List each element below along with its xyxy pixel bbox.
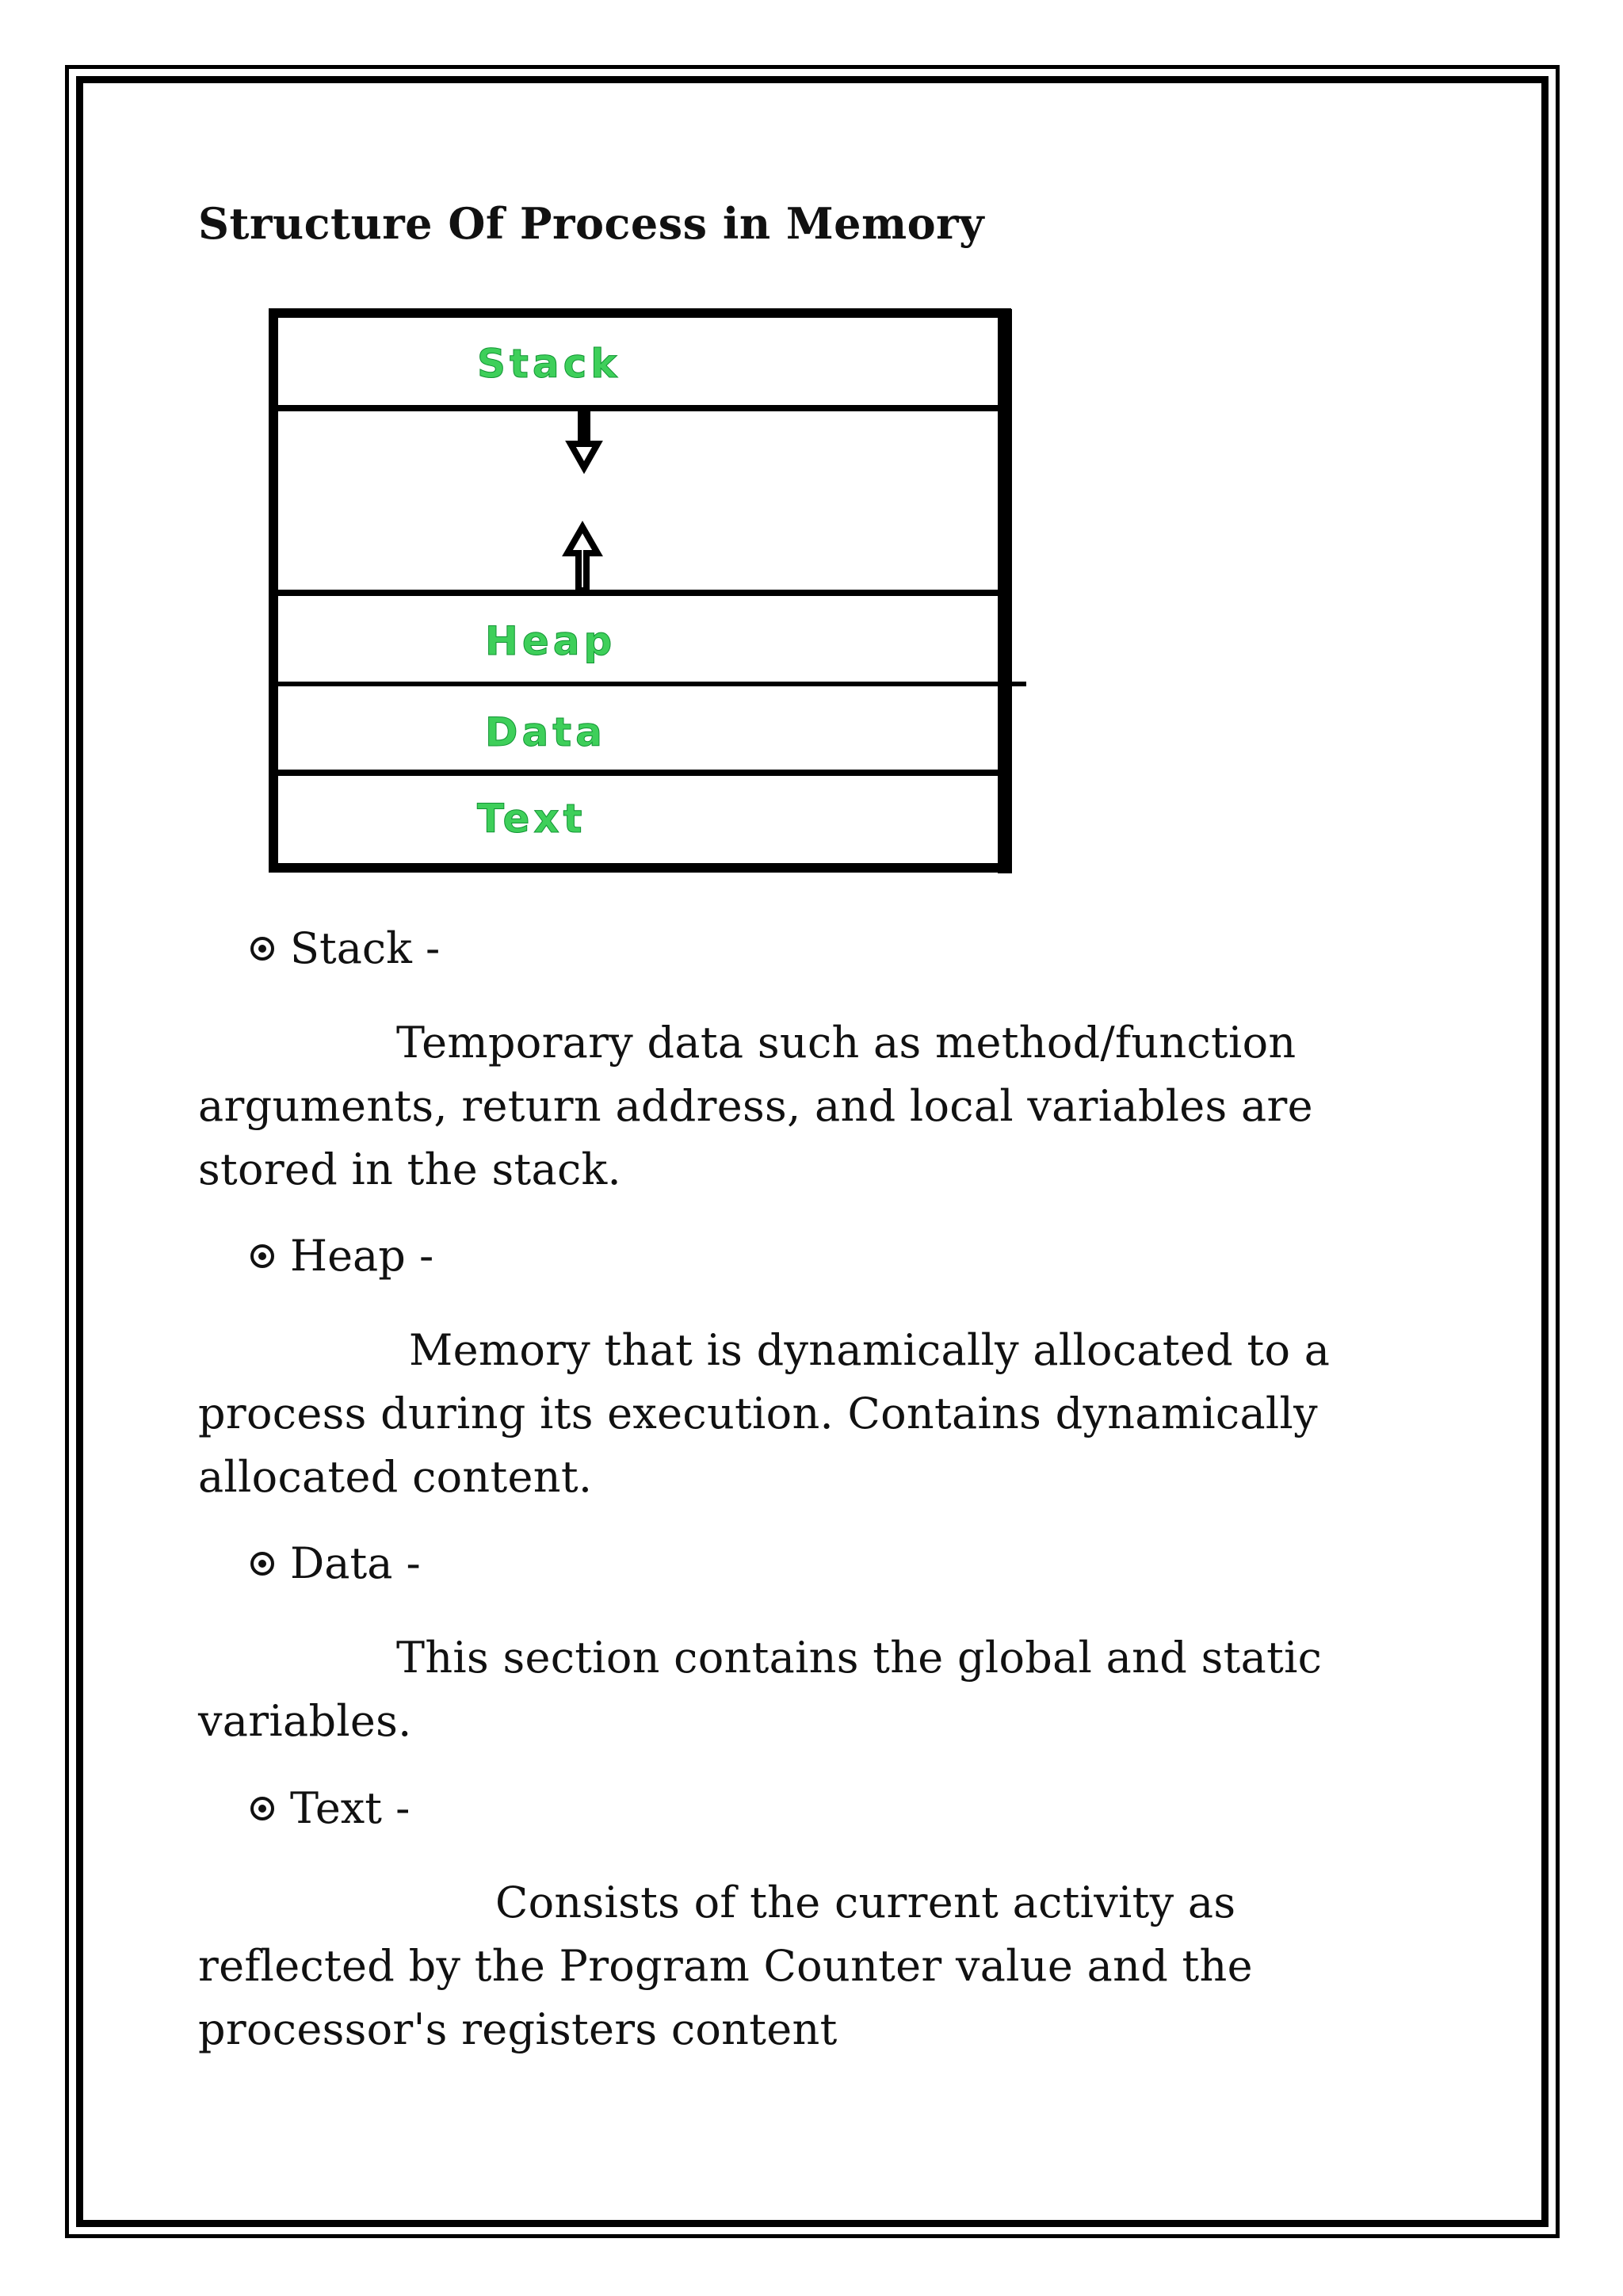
- arrow-down-icon: [571, 412, 598, 468]
- body-line: This section contains the global and static: [396, 1633, 1323, 1683]
- body-line: reflected by the Program Counter value and the: [198, 1941, 1253, 1991]
- radio-bullet-icon: [250, 1552, 274, 1576]
- segment-label-text: Text: [477, 796, 586, 842]
- body-line: allocated content.: [198, 1452, 593, 1502]
- body-line: Memory that is dynamically allocated to a: [409, 1325, 1331, 1375]
- arrow-up-icon: [567, 527, 598, 590]
- memory-layout-diagram: [269, 309, 1018, 873]
- section-heading-label: Data -: [290, 1538, 421, 1588]
- body-line: Consists of the current activity as: [495, 1878, 1236, 1927]
- memory-layout-boxes: [269, 309, 1018, 873]
- section-heading-text: [250, 1783, 410, 1833]
- section-body-heap: [198, 1319, 1387, 1509]
- body-line: arguments, return address, and local variables are: [198, 1081, 1313, 1131]
- section-body-text: [198, 1871, 1387, 2061]
- section-body-data: [198, 1626, 1387, 1753]
- body-line: processor's registers content: [198, 2004, 838, 2054]
- section-heading-label: Text -: [290, 1783, 411, 1833]
- section-heading-heap: [250, 1231, 433, 1281]
- section-heading-label: Heap -: [290, 1231, 434, 1281]
- body-line: variables.: [198, 1696, 412, 1746]
- radio-bullet-icon: [250, 937, 274, 961]
- radio-bullet-icon: [250, 1797, 274, 1820]
- section-heading-data: [250, 1538, 421, 1588]
- body-line: process during its execution. Contains dynamically: [198, 1389, 1318, 1438]
- page-title: Structure Of Process in Memory: [198, 198, 985, 249]
- section-heading-stack: [250, 923, 440, 973]
- radio-bullet-icon: [250, 1244, 274, 1268]
- segment-label-stack: Stack: [477, 341, 621, 387]
- section-heading-label: Stack -: [290, 923, 441, 973]
- segment-label-heap: Heap: [485, 618, 617, 664]
- body-line: stored in the stack.: [198, 1144, 621, 1194]
- segment-label-data: Data: [485, 709, 606, 755]
- body-line: Temporary data such as method/function: [396, 1018, 1296, 1068]
- section-body-stack: [198, 1011, 1387, 1201]
